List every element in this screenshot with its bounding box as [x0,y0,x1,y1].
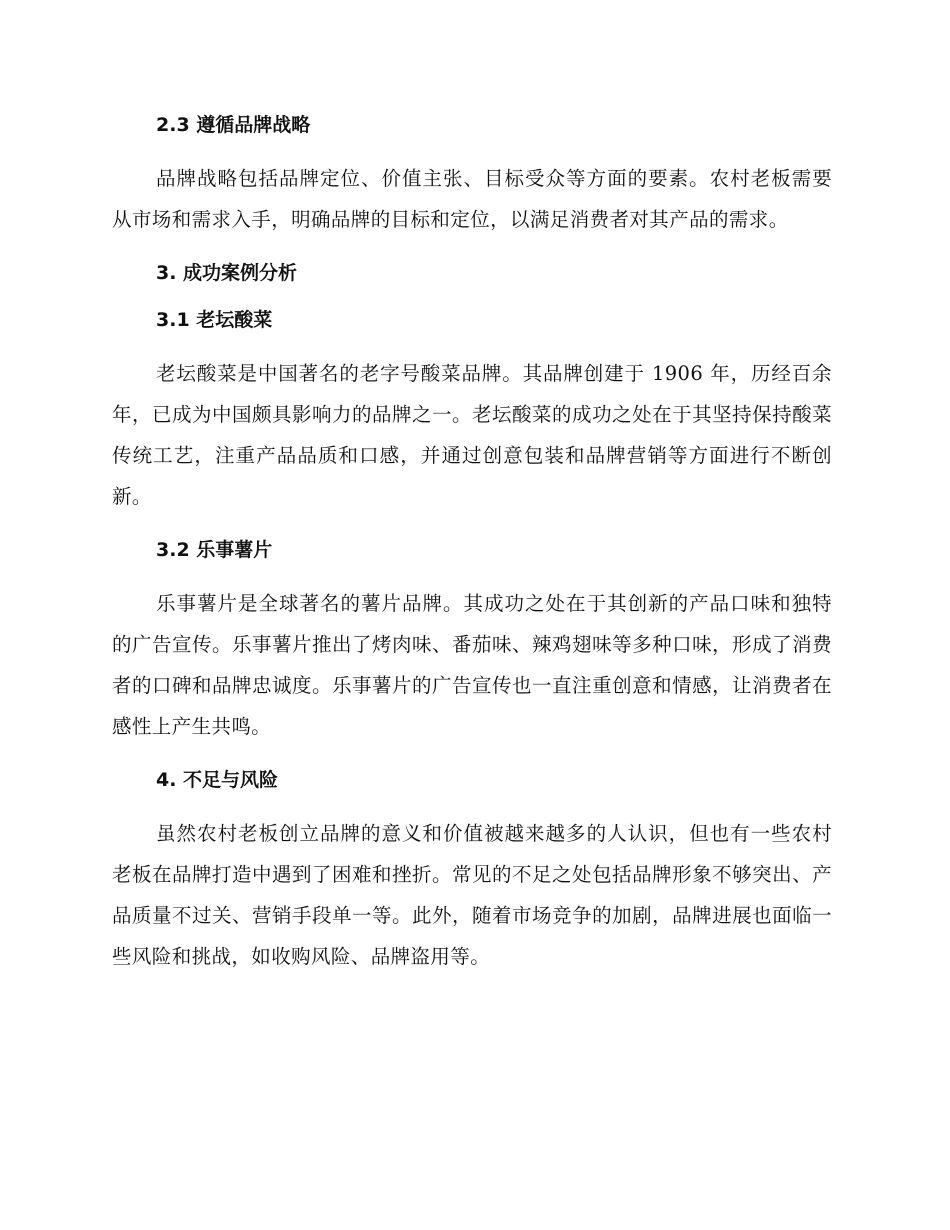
section-heading-3-1: 3.1 老坛酸菜 [156,309,273,331]
section-heading-2-3: 2.3 遵循品牌战略 [156,114,311,136]
document-body [112,106,832,977]
paragraph-lays-chips: 乐事薯片是全球著名的薯片品牌。其成功之处在于其创新的产品口味和独特的广告宣传。乐事薯片推出了烤肉味、番茄味、辣鸡翅味等多种口味，形成了消费者的口碑和品牌忠诚度。乐事薯片的广告宣传也一直注重创意和情感，让消费者在感性上产生共鸣。 [112,592,832,738]
paragraph-shortcomings-risks: 虽然农村老板创立品牌的意义和价值被越来越多的人认识，但也有一些农村老板在品牌打造中遇到了困难和挫折。常见的不足之处包括品牌形象不够突出、产品质量不过关、营销手段单一等。此外，随着市场竞争的加剧，品牌进展也面临一些风险和挑战，如收购风险、品牌盗用等。 [112,822,832,968]
paragraph-brand-strategy: 品牌战略包括品牌定位、价值主张、目标受众等方面的要素。农村老板需要从市场和需求入手，明确品牌的目标和定位，以满足消费者对其产品的需求。 [112,167,832,231]
section-heading-4: 4. 不足与风险 [156,769,279,791]
paragraph-laotan-suancai: 老坛酸菜是中国著名的老字号酸菜品牌。其品牌创建于 1906 年，历经百余年，已成为中国颇具影响力的品牌之一。老坛酸菜的成功之处在于其坚持保持酸菜传统工艺，注重产品品质和口感，并通过创意包装和品牌营销等方面进行不断创新。 [112,362,832,508]
section-heading-3: 3. 成功案例分析 [156,262,298,284]
section-heading-3-2: 3.2 乐事薯片 [156,539,273,561]
